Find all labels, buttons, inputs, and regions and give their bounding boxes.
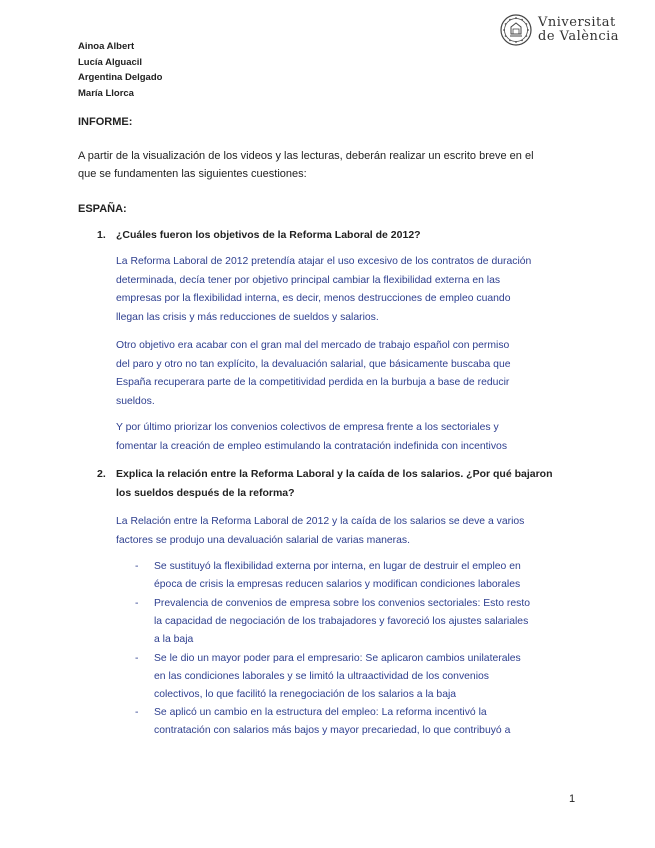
bullet-line: colectivos, lo que facilitó la renegociación de los salarios a la baja bbox=[154, 689, 457, 701]
bullet-item bbox=[135, 650, 521, 705]
answer-line: fomentar la creación de empleo estimulando la contratación indefinida con incentivos bbox=[116, 440, 508, 452]
answer-line: La Reforma Laboral de 2012 pretendía atajar el uso excesivo de los contratos de duración bbox=[116, 256, 532, 267]
bullet-line: Se aplicó un cambio en la estructura del empleo: La reforma incentivó la bbox=[154, 707, 487, 718]
logo-line-2: de València bbox=[538, 29, 620, 44]
q1-answer-paragraph-3 bbox=[116, 419, 507, 456]
intro-line: A partir de la visualización de los videos y las lecturas, deberán realizar un escrito breve en el bbox=[78, 150, 534, 162]
question-2-title bbox=[97, 465, 553, 502]
bullet-dash: - bbox=[135, 561, 139, 572]
bullet-line: Se sustituyó la flexibilidad externa por interna, en lugar de destruir el empleo en bbox=[154, 561, 521, 572]
answer-line: España recuperara parte de la competitividad perdida en la burbuja a base de reducir bbox=[116, 377, 510, 389]
q1-answer-paragraph-1 bbox=[116, 253, 531, 327]
bullet-line: en las condiciones laborales y se limitó la ultraactividad de los convenios bbox=[154, 671, 489, 683]
answer-line: del paro y otro no tan explícito, la devaluación salarial, que básicamente buscaba que bbox=[116, 358, 511, 370]
university-seal-icon bbox=[500, 14, 532, 46]
answer-line: llegan las crisis y más reducciones de sueldos y salarios. bbox=[116, 311, 379, 323]
answer-line: empresas por la flexibilidad interna, es decir, menos destrucciones de empleo cuando bbox=[116, 293, 511, 305]
question-text: Explica la relación entre la Reforma Laboral y la caída de los salarios. ¿Por qué bajaron bbox=[116, 468, 553, 480]
author-name: María Llorca bbox=[78, 87, 134, 99]
logo-line-1: Vniversitat bbox=[538, 15, 616, 30]
bullet-item bbox=[135, 704, 511, 740]
intro-paragraph bbox=[78, 147, 534, 183]
question-number: 1. bbox=[97, 229, 106, 241]
informe-heading: INFORME: bbox=[78, 116, 133, 128]
answer-line: sueldos. bbox=[116, 395, 155, 407]
answer-line: Y por último priorizar los convenios colectivos de empresa frente a los sectoriales y bbox=[116, 422, 499, 433]
bullet-dash: - bbox=[135, 653, 139, 664]
bullet-line: Se le dio un mayor poder para el empresario: Se aplicaron cambios unilaterales bbox=[154, 653, 521, 664]
author-name: Ainoa Albert bbox=[78, 41, 135, 52]
question-number: 2. bbox=[97, 468, 106, 480]
q1-answer-paragraph-2 bbox=[116, 337, 511, 411]
author-list bbox=[78, 39, 162, 101]
university-logo bbox=[500, 12, 640, 48]
bullet-dash: - bbox=[135, 598, 139, 609]
bullet-item bbox=[135, 558, 521, 594]
answer-line: La Relación entre la Reforma Laboral de 2012 y la caída de los salarios se deve a varios bbox=[116, 516, 525, 527]
page-number: 1 bbox=[569, 793, 576, 805]
intro-line: que se fundamenten las siguientes cuestiones: bbox=[78, 168, 307, 180]
bullet-line: contratación con salarios más bajos y mayor precariedad, lo que contribuyó a bbox=[154, 725, 511, 737]
bullet-dash: - bbox=[135, 707, 139, 718]
bullet-item bbox=[135, 595, 530, 650]
question-text: ¿Cuáles fueron los objetivos de la Reforma Laboral de 2012? bbox=[116, 229, 421, 241]
section-heading: ESPAÑA: bbox=[78, 203, 127, 215]
question-text: los sueldos después de la reforma? bbox=[116, 486, 295, 499]
bullet-line: Prevalencia de convenios de empresa sobre los convenios sectoriales: Esto resto bbox=[154, 598, 530, 609]
bullet-line: a la baja bbox=[154, 634, 194, 646]
q2-answer-paragraph-1 bbox=[116, 513, 524, 550]
answer-line: determinada, decía tener por objetivo principal cambiar la flexibilidad externa en las bbox=[116, 274, 501, 286]
question-1-title bbox=[97, 226, 421, 245]
answer-line: factores se produjo una devaluación salarial de varias maneras. bbox=[116, 534, 410, 546]
bullet-line: la capacidad de negociación de los trabajadores y favoreció los ajustes salariales bbox=[154, 616, 529, 628]
bullet-line: época de crisis la empresas reducen salarios y modifican condiciones laborales bbox=[154, 579, 521, 591]
author-name: Argentina Delgado bbox=[78, 72, 163, 83]
answer-line: Otro objetivo era acabar con el gran mal del mercado de trabajo español con permiso bbox=[116, 340, 510, 351]
author-name: Lucía Alguacil bbox=[78, 56, 143, 68]
